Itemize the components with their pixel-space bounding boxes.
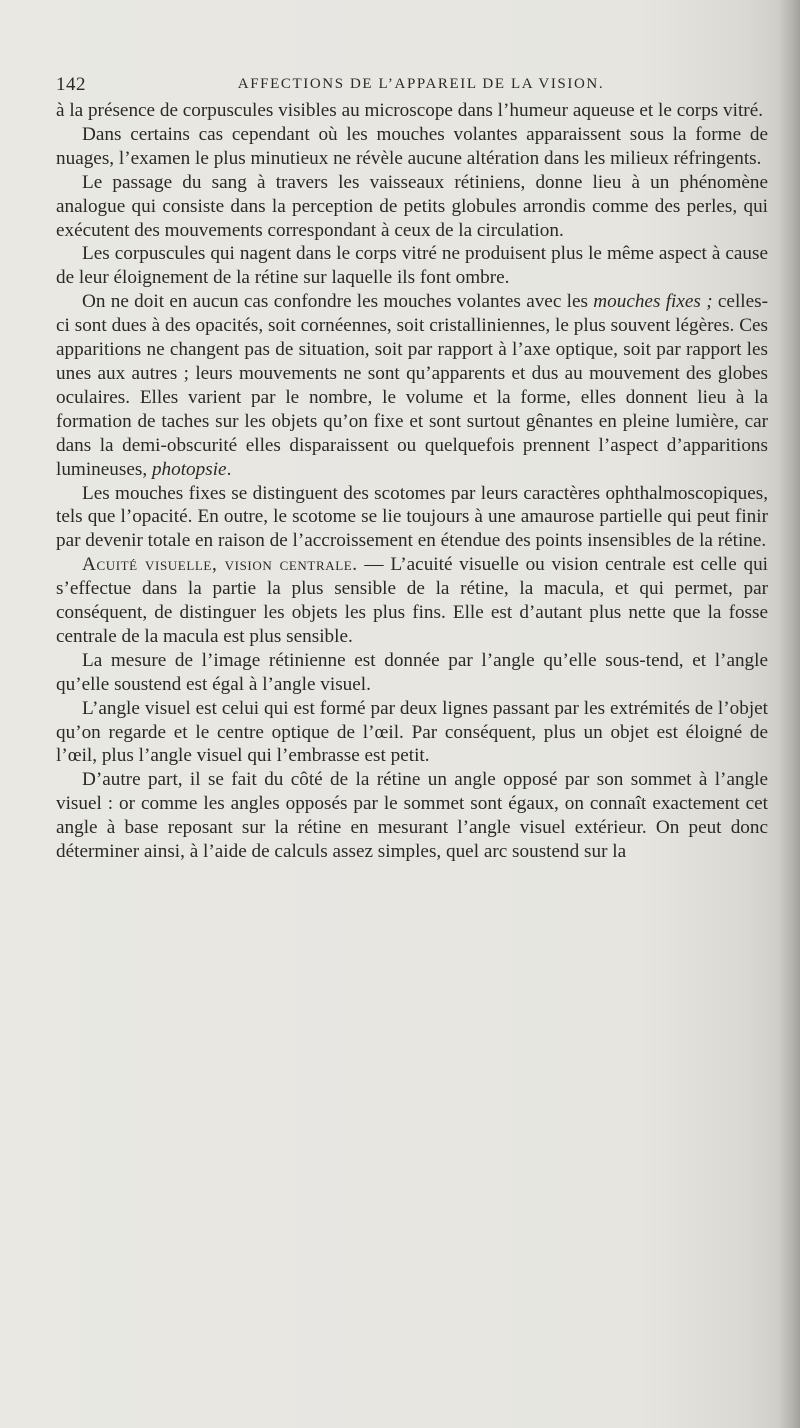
term-mouches-fixes: mouches fixes ;	[593, 291, 713, 313]
page-header	[56, 74, 756, 100]
page-edge-shadow	[778, 0, 800, 1428]
paragraph-1: à la présence de corpuscules visibles au microscope dans l’humeur aqueuse et le corps vitré.	[56, 100, 764, 121]
paragraph-5-before: On ne doit en aucun cas confondre les mouches volantes avec les	[82, 291, 594, 313]
body-text	[56, 99, 768, 864]
section-heading: Acuité visuelle, vision centrale.	[82, 554, 358, 576]
paragraph-5-end: .	[226, 458, 232, 480]
paragraph-8: La mesure de l’image rétinienne est donnée par l’angle qu’elle sous-tend, et l’angle qu’elle soustend est égal à l’angle visuel.	[56, 649, 768, 695]
paragraph-4: Les corpuscules qui nagent dans le corps vitré ne produisent plus le même aspect à cause de leur éloignement de la rétine sur laquelle ils font ombre.	[56, 243, 768, 289]
paragraph-7	[56, 553, 768, 649]
running-head: AFFECTIONS DE L’APPAREIL DE LA VISION.	[237, 76, 605, 92]
paragraph-10: D’autre part, il se fait du côté de la rétine un angle opposé par son sommet à l’angle visuel : or comme les angles opposés par le sommet sont égaux, on connaît exactement cet angle à base reposant sur la rétine en mesurant l’angle visuel extérieur. On peut donc déterminer ainsi, à l’aide de calculs assez simples, quel arc soustend sur la	[56, 769, 768, 863]
paragraph-6: Les mouches fixes se distinguent des scotomes par leurs caractères ophthalmoscopiques, tels que l’opacité. En outre, le scotome se lie toujours à une amaurose partielle qui peut finir par devenir totale en raison de l’accroissement en étendue des points insensibles de la rétine.	[56, 482, 768, 552]
page-number: 142	[56, 74, 86, 95]
paragraph-9: L’angle visuel est celui qui est formé par deux lignes passant par les extrémités de l’objet qu’on regarde et le centre optique de l’œil. Par conséquent, plus un objet est éloigné de l’œil, plus l’angle visuel qui l’embrasse est petit.	[56, 697, 768, 767]
paragraph-2: Dans certains cas cependant où les mouches volantes apparaissent sous la forme de nuages, l’examen le plus minutieux ne révèle aucune altération dans les milieux réfringents.	[56, 123, 768, 169]
paragraph-7-text: — L’acuité visuelle ou vision centrale est celle qui s’effectue dans la partie la plus sensible de la rétine, la macula, et qui permet, par conséquent, de distinguer les objets les plus fins. Elle est d’autant plus nette que la fosse centrale de la macula est plus sensible.	[56, 554, 768, 647]
paragraph-5	[56, 290, 768, 481]
paragraph-5-after: celles-ci sont dues à des opacités, soit cornéennes, soit cristalliniennes, le plus souvent légères. Ces apparitions ne changent pas de situation, soit par rapport à l’axe optique, soit par rapport les unes aux autres ; leurs mouvements ne sont qu’apparents et dus au mouvement des globes oculaires. Elles varient par le nombre, le volume et la forme, elles donnent lieu à la formation de taches sur les objets qu’on fixe et sont surtout gênantes en pleine lumière, car dans la demi-obscurité elles disparaissent ou quelquefois prennent l’aspect d’apparitions lumineuses,	[56, 291, 768, 480]
paragraph-3: Le passage du sang à travers les vaisseaux rétiniens, donne lieu à un phénomène analogue qui consiste dans la perception de petits globules arrondis comme des perles, qui exécutent des mouvements correspondant à ceux de la circulation.	[56, 171, 768, 241]
term-photopsie: photopsie	[151, 458, 227, 480]
